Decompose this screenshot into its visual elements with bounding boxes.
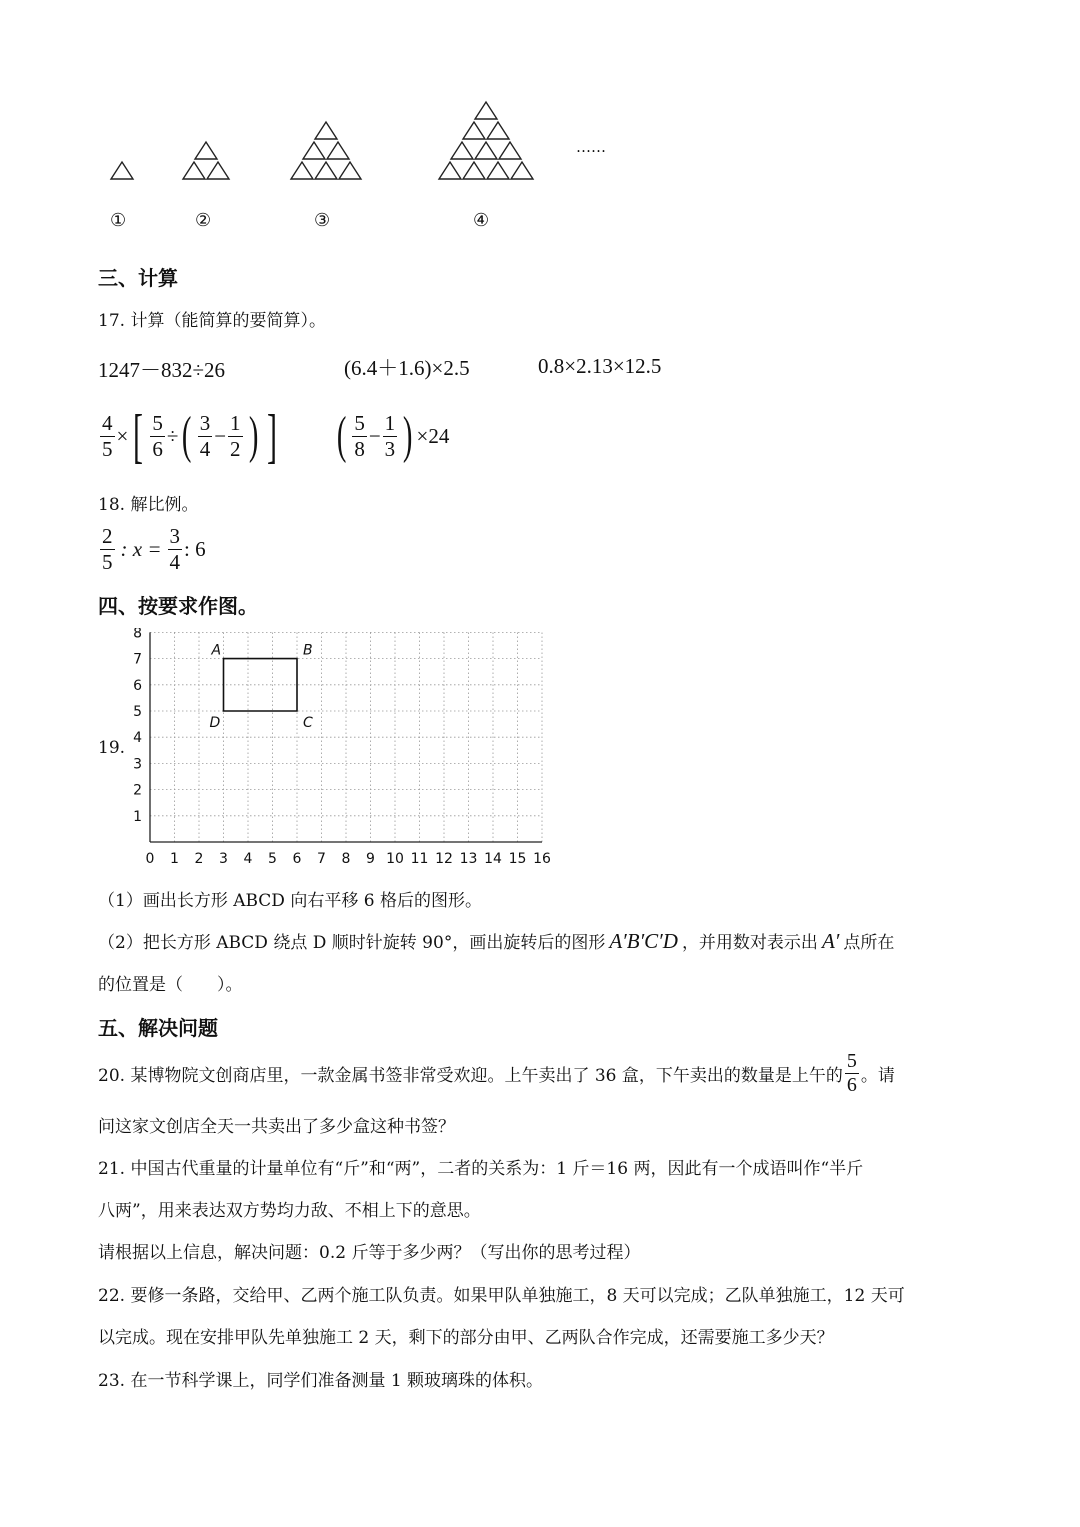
frac-4-5: $\frac{4}{5}$ (102, 411, 113, 461)
frac-1-2: $\frac{1}{2}$ (230, 411, 241, 461)
q20-line-2: 问这家文创店全天一共卖出了多少盒这种书签？ (98, 1117, 455, 1137)
x-tick-label: 14 (484, 851, 502, 867)
frac-5-8: $\frac{5}{8}$ (354, 411, 365, 461)
q19-part-2: （2）把长方形 ABCD 绕点 D 顺时针旋转 90°，画出旋转后的图形 A′B′C′D ，并用数对表示出 A′ 点所在 (98, 929, 895, 953)
q22-line-1: 22. 要修一条路，交给甲、乙两个施工队负责。如果甲队单独施工，8 天可以完成；乙队单独施工，12 天可 (98, 1286, 905, 1306)
pattern-label-3: ③ (314, 210, 331, 231)
frac-1-3: $\frac{1}{3}$ (384, 411, 396, 461)
x-tick-label: 5 (268, 851, 277, 867)
triangle-icon (463, 122, 485, 139)
section-3-title: 三、计算 (98, 266, 178, 290)
triangle-icon (511, 162, 533, 179)
triangle-icon (475, 142, 497, 159)
y-tick-label: 7 (133, 651, 142, 668)
triangle-icon (183, 162, 205, 179)
pattern-label-1: ① (110, 210, 127, 231)
triangle-icon (111, 162, 133, 179)
y-tick-label: 1 (133, 808, 142, 825)
triangle-icon (499, 142, 521, 159)
q18-equation: $\frac{2}{5}$ : x = $\frac{3}{4}$ : 6 (102, 524, 206, 574)
q20-line-1: 20. 某博物院文创商店里，一款金属书签非常受欢迎。上午卖出了 36 盒，下午卖出的数量是上午的 $\frac{5}{6}$ 。请 (98, 1049, 895, 1096)
x-tick-label: 13 (459, 851, 478, 867)
x-tick-label: 9 (366, 851, 375, 867)
q23-line-1: 23. 在一节科学课上，同学们准备测量 1 颗玻璃珠的体积。 (98, 1371, 544, 1391)
coordinate-grid (128, 628, 558, 868)
y-tick-label: 6 (133, 677, 142, 694)
y-tick-label: 3 (133, 756, 142, 773)
x-tick-label: 4 (243, 851, 253, 867)
frac-5-6: $\frac{5}{6}$ (152, 411, 163, 461)
y-tick-label: 5 (133, 704, 142, 720)
point-label-a: A (211, 642, 222, 659)
triangle-icon (195, 142, 217, 159)
y-tick-label: 8 (133, 628, 142, 642)
pattern-label-2: ② (195, 210, 212, 231)
x-tick-label: 8 (341, 851, 351, 867)
triangle-icon (487, 162, 509, 179)
point-label-d: D (209, 715, 221, 731)
triangle-icon (315, 162, 337, 179)
triangle-icon (327, 142, 349, 159)
x-tick-label: 16 (533, 851, 551, 867)
q17-expr-5: ( $\frac{5}{8}$ − $\frac{1}{3}$ ) ×24 (336, 407, 450, 464)
x-tick-label: 3 (219, 851, 228, 867)
triangle-pattern-figure (100, 95, 620, 245)
point-label-b: B (303, 642, 313, 659)
x-tick-label: 1 (170, 851, 179, 867)
point-label-c: C (303, 715, 313, 731)
x-tick-label: 6 (292, 851, 302, 867)
q22-line-2: 以完成。现在安排甲队先单独施工 2 天，剩下的部分由甲、乙两队合作完成，还需要施工多少天？ (98, 1328, 834, 1348)
pattern-label-4: ④ (473, 210, 490, 231)
triangle-icon (291, 162, 313, 179)
q19-part-2-line-2: 的位置是（ ）。 (98, 975, 243, 995)
triangle-icon (439, 162, 461, 179)
q21-line-1: 21. 中国古代重量的计量单位有“斤”和“两”，二者的关系为：1 斤＝16 两，因此有一个成语叫作“半斤 (98, 1159, 864, 1179)
triangle-icon (339, 162, 361, 179)
x-tick-label: 15 (508, 851, 527, 867)
q17-expr-1: 1247－832÷26 (98, 358, 226, 382)
frac-2-5: $\frac{2}{5}$ (102, 524, 113, 574)
section-5-title: 五、解决问题 (98, 1016, 218, 1040)
frac-5-6-q20: $\frac{5}{6}$ (846, 1049, 857, 1096)
pattern-ellipsis: …… (576, 138, 606, 156)
triangle-icon (487, 122, 509, 139)
x-tick-label: 11 (410, 851, 429, 867)
triangle-icon (463, 162, 485, 179)
y-tick-label: 4 (133, 730, 142, 747)
section-4-title: 四、按要求作图。 (98, 594, 258, 618)
triangle-icon (475, 102, 497, 119)
y-tick-label: 2 (133, 782, 142, 799)
triangle-icon (315, 122, 337, 139)
x-tick-label: 2 (194, 851, 204, 867)
triangle-icon (207, 162, 229, 179)
frac-3-4-b: $\frac{3}{4}$ (169, 524, 180, 574)
q19-part-1: （1）画出长方形 ABCD 向右平移 6 格后的图形。 (98, 891, 482, 911)
q21-line-2: 八两”，用来表达双方势均力敌、不相上下的意思。 (98, 1201, 481, 1221)
triangle-groups (111, 102, 533, 179)
q19-number: 19. (98, 738, 126, 758)
q17-expr-3: 0.8×2.13×12.5 (538, 354, 662, 378)
q17-expr-2: (6.4＋1.6)×2.5 (344, 356, 470, 380)
x-tick-label: 0 (145, 851, 155, 867)
x-tick-label: 7 (317, 851, 326, 867)
triangle-icon (303, 142, 325, 159)
q17-prompt: 17. 计算（能简算的要简算）。 (98, 311, 326, 331)
q17-expr-4: $\frac{4}{5}$ × [ $\frac{5}{6}$ ÷ ( $\frac{3}{4}$ − $\frac{1}{2}$ ) ] (102, 403, 277, 469)
q18-prompt: 18. 解比例。 (98, 495, 199, 515)
frac-3-4: $\frac{3}{4}$ (199, 411, 211, 461)
q21-line-3: 请根据以上信息，解决问题：0.2 斤等于多少两？（写出你的思考过程） (98, 1243, 641, 1263)
x-tick-label: 12 (435, 851, 453, 867)
triangle-icon (451, 142, 473, 159)
x-tick-label: 10 (386, 851, 404, 867)
